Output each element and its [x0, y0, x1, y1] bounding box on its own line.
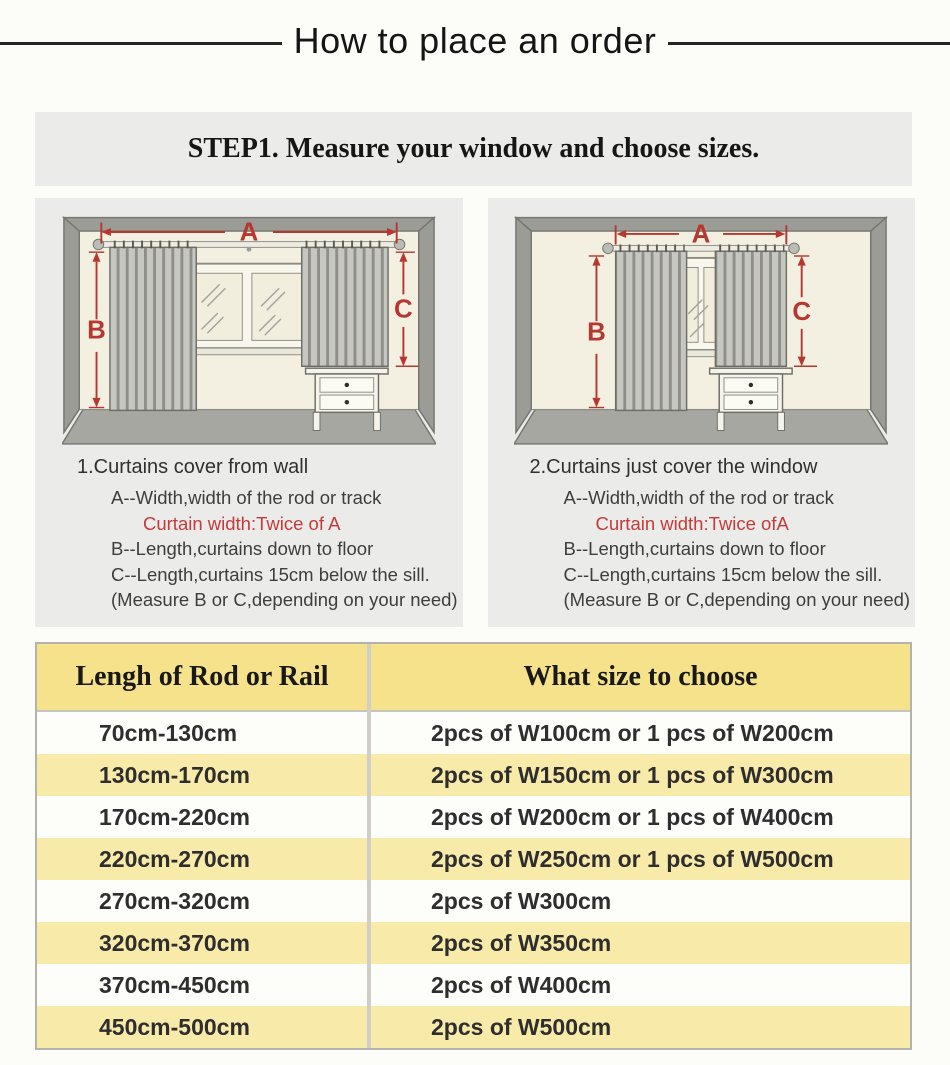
page-title: How to place an order [293, 20, 657, 61]
table-header-size: What size to choose [371, 644, 910, 712]
diagram1-line-red: Curtain width:Twice of A [143, 512, 341, 534]
size-cell: 2pcs of W350cm [371, 922, 910, 964]
size-cell: 2pcs of W100cm or 1 pcs of W200cm [371, 712, 910, 754]
size-table [35, 642, 912, 1050]
size-cell: 2pcs of W150cm or 1 pcs of W300cm [371, 754, 910, 796]
measurement-diagram-2 [514, 206, 888, 446]
panel-curtains-cover-window [488, 198, 916, 627]
label-a: A [239, 218, 259, 247]
label-b: B [587, 318, 607, 347]
diagram2-caption: 2.Curtains just cover the window [529, 456, 818, 478]
rod-length-cell: 170cm-220cm [37, 796, 367, 838]
rod-length-cell: 220cm-270cm [37, 838, 367, 880]
diagram2-line-c: C--Length,curtains 15cm below the sill. [563, 563, 883, 585]
size-cell: 2pcs of W200cm or 1 pcs of W400cm [371, 796, 910, 838]
label-a: A [691, 220, 711, 249]
size-cell: 2pcs of W400cm [371, 964, 910, 1006]
diagram1-line-b: B--Length,curtains down to floor [111, 538, 374, 559]
label-c: C [792, 298, 812, 327]
step1-heading: STEP1. Measure your window and choose sizes. [35, 112, 912, 186]
diagram1-caption: 1.Curtains cover from wall [77, 456, 309, 478]
rod-length-cell: 130cm-170cm [37, 754, 367, 796]
label-c: C [393, 295, 413, 324]
rod-length-cell: 70cm-130cm [37, 712, 367, 754]
title-rule-right [668, 42, 950, 45]
table-header-rod-length: Lengh of Rod or Rail [37, 644, 367, 712]
rod-length-cell: 270cm-320cm [37, 880, 367, 922]
diagram2-line-b: B--Length,curtains down to floor [563, 538, 826, 559]
measurement-diagram-1 [62, 206, 436, 446]
size-cell: 2pcs of W250cm or 1 pcs of W500cm [371, 838, 910, 880]
diagram2-line-red: Curtain width:Twice ofA [595, 512, 789, 534]
rod-length-cell: 370cm-450cm [37, 964, 367, 1006]
rod-length-cell: 320cm-370cm [37, 922, 367, 964]
rod-length-cell: 450cm-500cm [37, 1006, 367, 1048]
window [181, 264, 317, 355]
label-b: B [86, 316, 106, 345]
size-cell: 2pcs of W500cm [371, 1006, 910, 1048]
size-cell: 2pcs of W300cm [371, 880, 910, 922]
diagram2-line-a: A--Width,width of the rod or track [563, 487, 834, 508]
diagram2-note: (Measure B or C,depending on your need) [563, 589, 911, 610]
curtain-left [110, 244, 196, 410]
diagram1-line-a: A--Width,width of the rod or track [111, 487, 382, 508]
curtain-right [301, 244, 387, 366]
diagram1-line-c: C--Length,curtains 15cm below the sill. [111, 563, 430, 585]
panel-curtains-cover-wall [35, 198, 463, 627]
curtain-right [716, 248, 787, 366]
curtain-left [616, 248, 687, 410]
diagram-panels [35, 198, 915, 627]
title-block [0, 0, 950, 92]
diagram1-note: (Measure B or C,depending on your need) [111, 589, 458, 610]
